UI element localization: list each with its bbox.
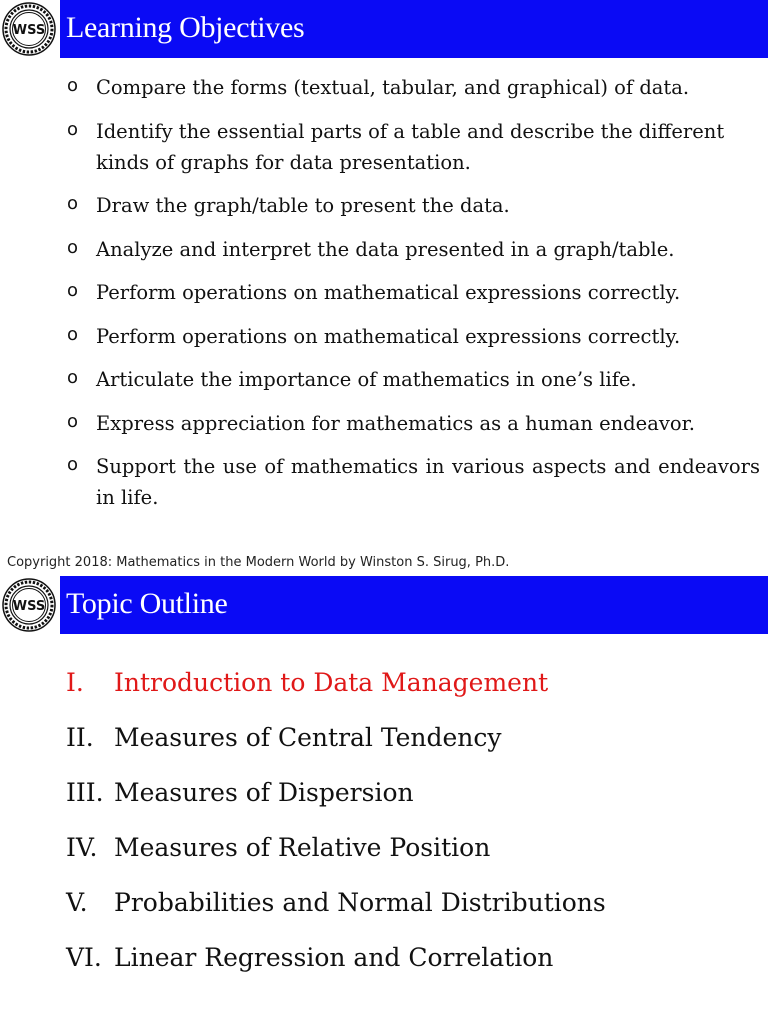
objective-text: Perform operations on mathematical expressions correctly. xyxy=(96,281,681,304)
objective-text: Support the use of mathematics in various aspects and endeavors in life. xyxy=(96,455,760,509)
bullet-circle-icon: o xyxy=(67,193,79,214)
topic-number: I. xyxy=(66,668,84,697)
topic-label: Measures of Relative Position xyxy=(114,833,491,862)
topic-number: III. xyxy=(66,778,104,807)
objective-item xyxy=(0,72,768,103)
bullet-circle-icon: o xyxy=(67,118,79,140)
objective-item xyxy=(0,364,768,395)
topic-label: Measures of Central Tendency xyxy=(114,723,502,752)
objective-text: Articulate the importance of mathematics in one’s life. xyxy=(96,368,637,391)
svg-text:WSS: WSS xyxy=(12,599,46,614)
copyright-footer: Copyright 2018: Mathematics in the Modern World by Winston S. Sirug, Ph.D. xyxy=(7,555,510,570)
topic-label: Linear Regression and Correlation xyxy=(114,943,554,972)
wss-seal-icon xyxy=(2,2,56,56)
objective-item xyxy=(0,451,768,513)
bullet-circle-icon: o xyxy=(67,75,79,96)
objective-text: Analyze and interpret the data presented in a graph/table. xyxy=(96,237,675,261)
topic-number: VI. xyxy=(66,943,102,972)
topic-number: IV. xyxy=(66,833,98,862)
slide-title: Topic Outline xyxy=(66,587,228,620)
topic-label: Measures of Dispersion xyxy=(114,778,414,807)
bullet-circle-icon: o xyxy=(67,367,79,388)
objective-text: Express appreciation for mathematics as a human endeavor. xyxy=(96,411,695,435)
topic-item xyxy=(0,884,768,939)
objective-item xyxy=(0,190,768,221)
slide-topic-outline xyxy=(0,576,768,1024)
objective-item xyxy=(0,408,768,439)
bullet-circle-icon: o xyxy=(67,323,79,345)
topic-item xyxy=(0,774,768,829)
objective-item xyxy=(0,321,768,352)
objective-item xyxy=(0,234,768,265)
topic-outline-list xyxy=(0,664,768,994)
objective-text: Draw the graph/table to present the data. xyxy=(96,194,510,217)
objective-text: Compare the forms (textual, tabular, and graphical) of data. xyxy=(96,76,690,99)
objective-text: Identify the essential parts of a table and describe the different kinds of graphs for data presentation. xyxy=(96,119,725,174)
objective-text: Perform operations on mathematical expressions correctly. xyxy=(96,324,681,348)
topic-item-active xyxy=(0,664,768,719)
bullet-circle-icon: o xyxy=(67,280,79,301)
svg-text:WSS: WSS xyxy=(12,23,46,38)
topic-number: II. xyxy=(66,723,94,752)
topic-item xyxy=(0,939,768,994)
title-bar xyxy=(0,576,768,634)
bullet-circle-icon: o xyxy=(67,454,79,475)
slide-title: Learning Objectives xyxy=(66,11,305,44)
title-bar xyxy=(0,0,768,58)
topic-number: V. xyxy=(66,888,88,917)
wss-seal-icon xyxy=(2,578,56,632)
topic-label: Probabilities and Normal Distributions xyxy=(114,888,606,917)
bullet-circle-icon: o xyxy=(67,236,79,258)
objectives-list xyxy=(0,72,768,526)
objective-item xyxy=(0,277,768,308)
objective-item xyxy=(0,116,768,178)
topic-item xyxy=(0,829,768,884)
topic-label: Introduction to Data Management xyxy=(114,668,549,697)
bullet-circle-icon: o xyxy=(67,410,79,432)
topic-item xyxy=(0,719,768,774)
